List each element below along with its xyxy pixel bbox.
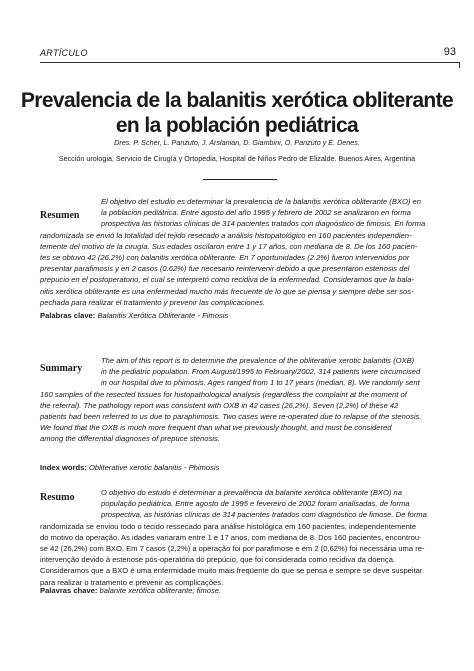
summary-line: The aim of this report is to determine the prevalence of the obliterative xerotic balanitis (OXB) <box>101 356 415 365</box>
resumo-line: se 42 (26,2%) com BXO. Em 7 casos (2,2%) a operação foi por parafimose e em 2 (0,62%) foi necessária uma re- <box>40 543 425 553</box>
summary-text <box>40 355 440 445</box>
resumo-heading: Resumo <box>40 492 75 503</box>
resumo-keywords <box>40 586 221 595</box>
resumo-keywords-value: balanite xerótica obliterante; fimose. <box>99 586 222 595</box>
resumo-keywords-label: Palavras chave: <box>40 586 98 595</box>
summary-line: patients had been referred to us due to paraphimosis. Two cases were re-operated due to relapse of the stenosis. <box>40 411 422 421</box>
resumen-keywords-label: Palabras clave: <box>40 311 96 320</box>
resumo-line: prospectiva, as histórias clínicas de 314 pacientes tratados com diagnóstico de fimose. De forma <box>101 510 427 520</box>
summary-keywords-label: Index words: <box>40 463 87 472</box>
article-title-line-1: Prevalencia de la balanitis xerótica obliterante <box>20 89 454 112</box>
resumen-line: prepucio en el postoperatorio, el cual se interpretó como recidiva de la enfermedad. Consideramos que la bala- <box>40 275 414 285</box>
resumo-text <box>40 487 440 588</box>
resumen-keywords-value: Balanitis Xerótica Obliterante - Fimosis <box>97 311 229 320</box>
header-rule <box>40 62 460 63</box>
resumen-line: pechada para realizar el tratamiento y prevenir las complicaciones. <box>40 297 265 307</box>
resumo-line: do motivo da operação. As idades variaram entre 1 e 17 anos, com mediana de 8. Dos 160 pacientes, encontrou- <box>40 532 422 542</box>
summary-line: in our hospital due to phimosis. Ages ranged from 1 to 17 years (median, 8). We randomly sent <box>101 378 420 388</box>
resumo-line: população pediátrica. Entre agosto de 1995 e fevereiro de 2002 foram analisadas, de forma <box>101 499 410 509</box>
title-divider <box>203 179 277 180</box>
resumo-line: randomizada se enviou todo o tecido ressecado para análise histológica em 160 pacientes, independentemente <box>40 521 417 531</box>
resumen-keywords <box>40 311 228 320</box>
resumen-line: presentar parafimosis y en 2 casos (0.62%) fue necesario reintervenir debido a que presentaron estenosis del <box>40 264 410 274</box>
summary-line: 160 samples of the resected tissues for histopathological analysis (regardless the complaint at the moment of <box>40 389 407 399</box>
resumo-line: O objetivo do estudo é determinar a prevalência da balanite xerótica obliterante (BXO) na <box>101 488 402 497</box>
resumen-line: El objetivo del estudio es determinar la prevalencia de la balanitis xerótica obliterante (BXO) en <box>101 197 421 206</box>
resumo-line: intervenção devido à estenose pós-operatória do prepúcio, que foi considerada como recidiva da doença. <box>40 555 396 565</box>
section-tag: ARTÍCULO <box>40 48 88 58</box>
resumen-line: nitis xerótica obliterante es una enfermedad mucho más frecuente de lo que se piensa y siempre debe ser sos- <box>40 286 414 296</box>
summary-keywords <box>40 463 219 472</box>
summary-keywords-value: Obliterative xerotic balanitis - Phimosis <box>88 463 220 472</box>
header-rule-tick <box>459 62 460 68</box>
summary-line: We found that the OXB is much more frequent than what we previously thought, and must be considered <box>40 423 392 433</box>
resumo-line: para realizar o tratamento e prevenir as complicações. <box>40 577 224 587</box>
resumen-text <box>40 196 440 308</box>
authors: Dres. P. Scher, L. Panzuto, J. Arslanian, D. Giambini, O. Panzuto y E. Denes. <box>114 138 360 147</box>
resumo-line: Consideramos que a BXO é uma enfermidade muito mais freqüente do que se pensa e sempre se deve suspeitar <box>40 566 423 576</box>
summary-line: the referral). The pathology report was consistent with OXB in 42 cases (26,2%). Seven (2,2%) of these 42 <box>40 400 399 410</box>
resumen-line: prospectiva las historias clínicas de 314 pacientes tratados con diagnóstico de fimosis. En forma <box>101 219 426 229</box>
affiliation: Sección urologia, Servicio de Cirugía y Ortopedia, Hospital de Niños Pedro de Elizalde. Buenos Aires, Argentina <box>58 154 416 163</box>
article-title-line-2: en la población pediátrica <box>115 114 359 137</box>
resumen-line: la población pediátrica. Entre agosto del año 1995 y febrero de 2002 se analizaron en forma <box>101 208 411 218</box>
summary-heading: Summary <box>40 363 83 374</box>
summary-line: in the pediatric population. From August/1995 to February/2002, 314 patients were circumcised <box>101 367 421 377</box>
resumen-heading: Resumen <box>40 210 80 221</box>
page-number: 93 <box>443 46 456 58</box>
page-header <box>40 48 460 64</box>
resumen-line: randomizada se envió la totalidad del tejido resecado a análisis histopatológico en 160 pacientes independien- <box>40 230 412 240</box>
resumen-line: temente del motivo de la cirugía. Sus edades oscilaron entre 1 y 17 años, con mediana de 8. De los 160 pacien- <box>40 241 418 251</box>
summary-line: among the differential diagnoses of prepuce stenosis. <box>40 434 220 444</box>
resumen-line: tes se obtuvo 42 (26.2%) con balanitis xerótica obliterante. En 7 oportunidades (2.2%) fueron intervenidos por <box>40 252 410 262</box>
